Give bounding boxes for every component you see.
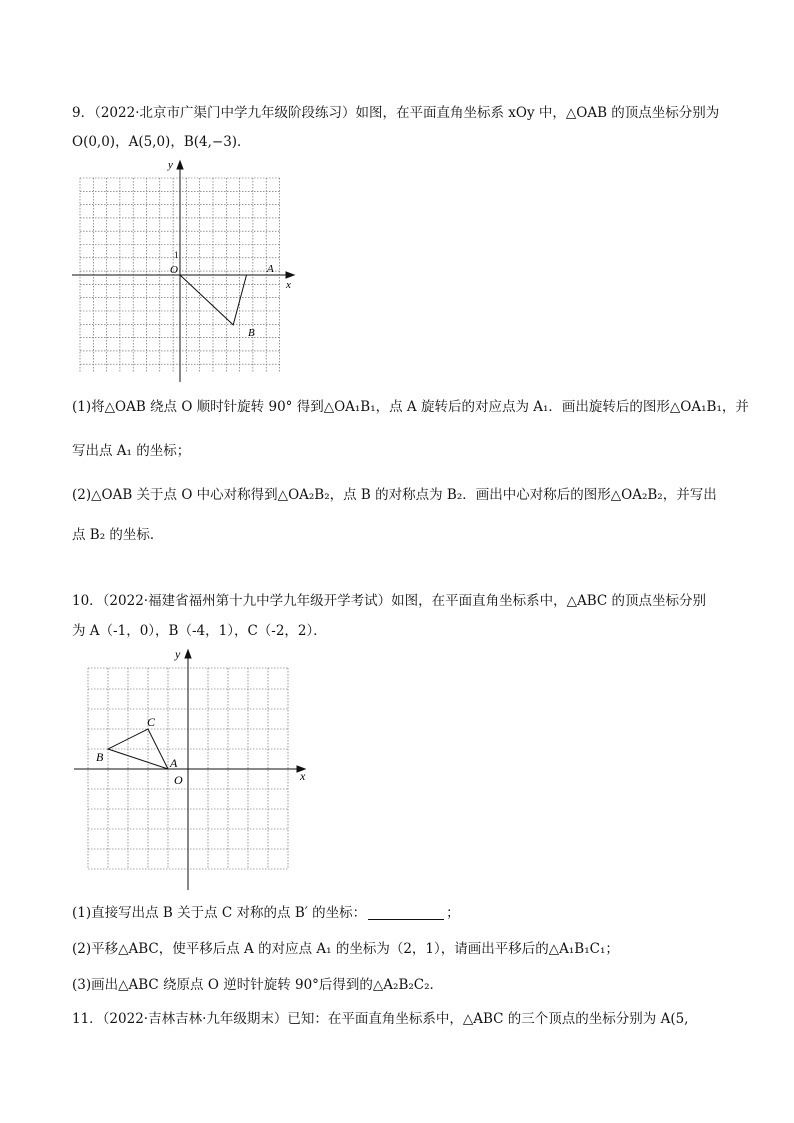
q9-part2-line2: 点 B₂ 的坐标． — [72, 527, 164, 543]
q9-stem-line1: 9．（2022·北京市广渠门中学九年级阶段练习）如图，在平面直角坐标系 xOy 中，△OAB 的顶点坐标分别为 — [72, 105, 720, 121]
q9-point-a-label: A — [267, 263, 274, 275]
q9-x-axis-label: x — [286, 279, 291, 291]
q10-x-axis-label: x — [300, 769, 306, 783]
q9-part1-line2: 写出点 A₁ 的坐标； — [72, 443, 191, 459]
q10-answer-blank[interactable] — [368, 905, 444, 920]
q10-point-b-label: B — [96, 750, 104, 764]
q9-origin-label: O — [170, 264, 178, 276]
q9-coordinate-figure — [70, 158, 302, 386]
q10-point-c-label: C — [147, 715, 156, 729]
q10-part2: (2)平移△ABC，使平移后点 A 的对应点 A₁ 的坐标为（2，1），请画出平移后的△A₁B₁C₁； — [72, 941, 619, 957]
q10-coordinate-figure — [68, 644, 316, 892]
q9-unit-label: 1 — [174, 250, 179, 260]
q10-part1 — [72, 904, 460, 922]
q10-part1-text: (1)直接写出点 B 关于点 C 对称的点 B′ 的坐标： — [72, 905, 367, 921]
q9-stem-line2: O(0,0)，A(5,0)，B(4,−3)． — [72, 134, 251, 150]
q10-stem-line2: 为 A（-1，0），B（-4，1），C（-2，2）． — [72, 623, 327, 639]
q9-part1-line1: (1)将△OAB 绕点 O 顺时针旋转 90° 得到△OA₁B₁，点 A 旋转后的对应点为 A₁．画出旋转后的图形△OA₁B₁，并 — [72, 399, 749, 415]
q9-point-b-label: B — [248, 327, 255, 339]
q10-origin-label: O — [174, 773, 183, 787]
q9-part2-line1: (2)△OAB 关于点 O 中心对称得到△OA₂B₂，点 B 的对称点为 B₂．画出中心对称后的图形△OA₂B₂，并写出 — [72, 487, 717, 503]
q10-point-a-label: A — [170, 756, 178, 770]
q9-y-axis-label: y — [168, 159, 173, 171]
q10-triangle-abc — [108, 729, 168, 769]
q11-stem-line1: 11．（2022·吉林吉林·九年级期末）已知：在平面直角坐标系中，△ABC 的三个顶点的坐标分别为 A(5, — [72, 1011, 689, 1027]
q10-axes — [74, 650, 305, 890]
q10-stem-line1: 10．（2022·福建省福州第十九中学九年级开学考试）如图，在平面直角坐标系中，△ABC 的顶点坐标分别 — [72, 593, 706, 609]
q10-y-axis-label: y — [175, 647, 181, 661]
q9-axes — [72, 161, 294, 382]
q10-part3: (3)画出△ABC 绕原点 O 逆时针旋转 90°后得到的△A₂B₂C₂． — [72, 977, 444, 993]
q10-part1-end: ； — [446, 905, 460, 921]
